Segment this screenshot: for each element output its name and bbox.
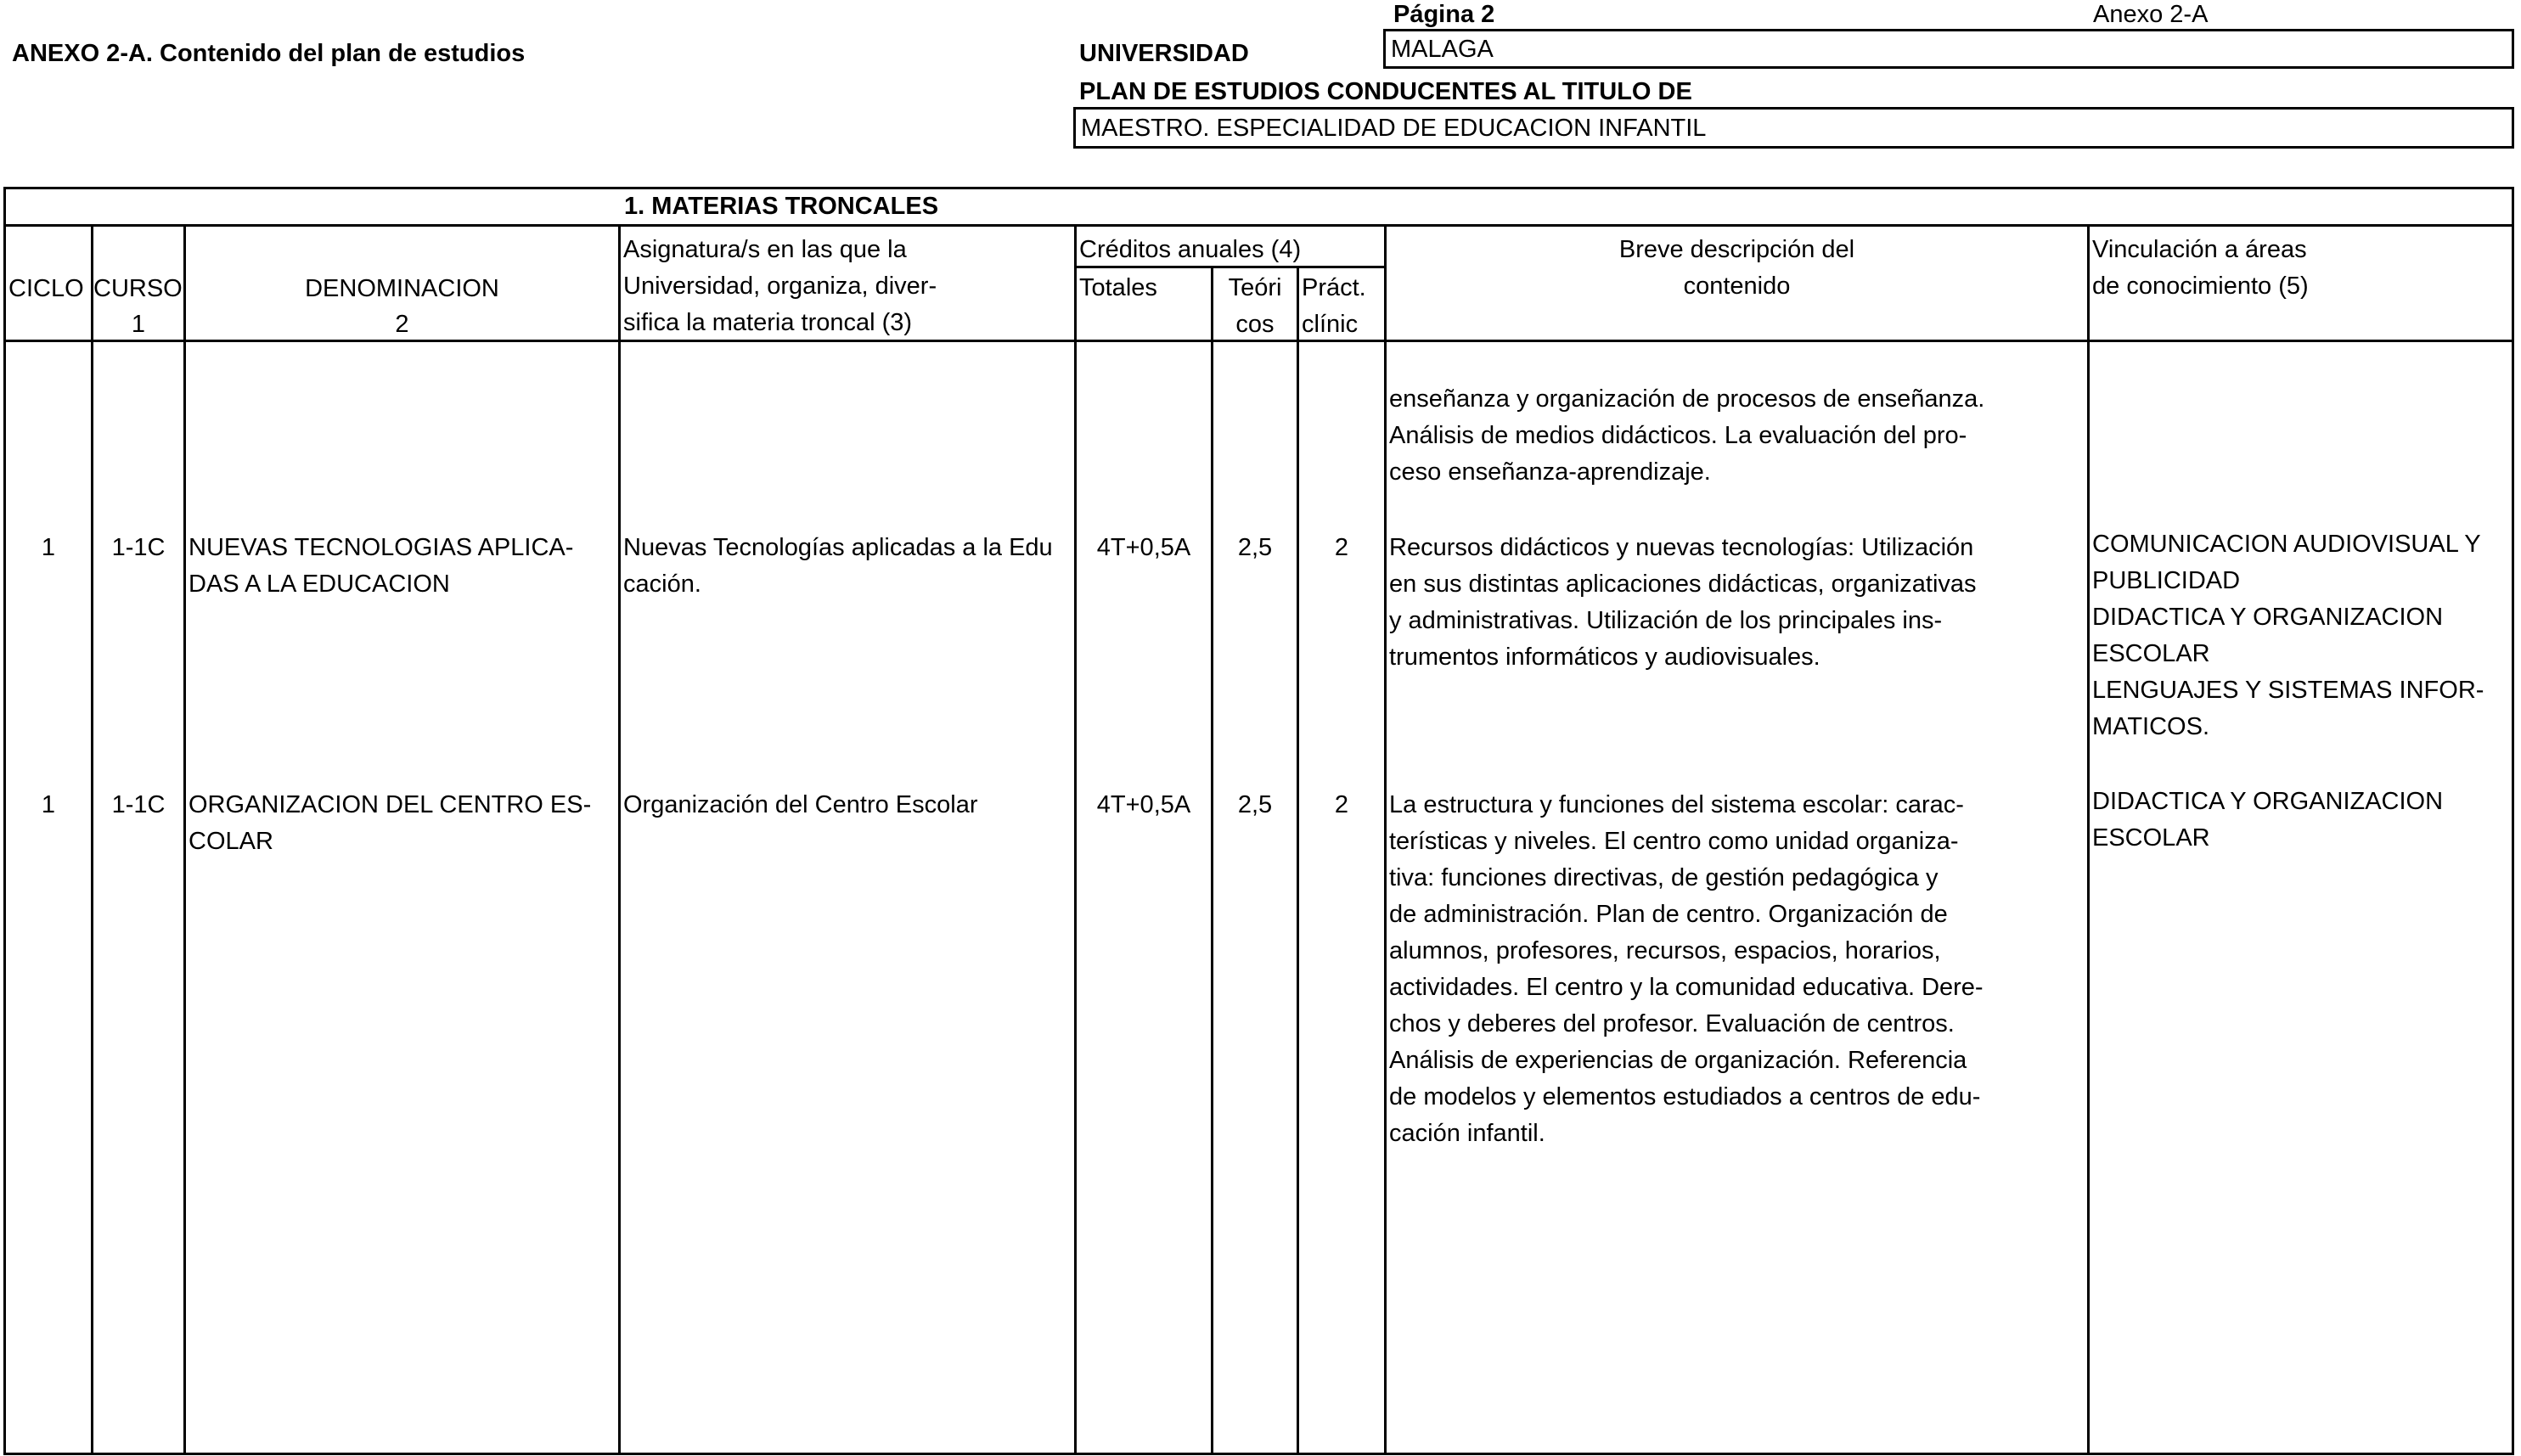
- col-divider-6: [1297, 266, 1299, 1455]
- header-curso-note: 1: [131, 311, 146, 338]
- row-ciclo: 1: [41, 791, 56, 818]
- col-divider-4: [1074, 224, 1077, 1455]
- row-asignatura: Organización del Centro Escolar: [623, 791, 978, 818]
- row-descripcion: Recursos didácticos y nuevas tecnologías: Utilización en sus distintas aplicaciones didácticas, organizativas y administrativas. Utilización de los principales ins- trumentos informáticos y audiovisuales.: [1389, 534, 1977, 671]
- row-curso: 1-1C: [111, 534, 166, 561]
- university-label: UNIVERSIDAD: [1079, 40, 1249, 67]
- document-title: ANEXO 2-A. Contenido del plan de estudios: [12, 40, 526, 67]
- header-creditos: Créditos anuales (4): [1079, 236, 1302, 263]
- row-vinculacion: COMUNICACION AUDIOVISUAL Y PUBLICIDAD DIDACTICA Y ORGANIZACION ESCOLAR LENGUAJES Y SISTEMAS INFOR- MATICOS.: [2092, 531, 2484, 740]
- header-denominacion: DENOMINACION: [305, 275, 499, 302]
- page-number: Página 2: [1393, 1, 1495, 28]
- header-curso: CURSO: [93, 275, 183, 302]
- row-totales: 4T+0,5A: [1096, 791, 1191, 818]
- row-asignatura: Nuevas Tecnologías aplicadas a la Edu cación.: [623, 534, 1053, 598]
- header-asignatura: Asignatura/s en las que la Universidad, organiza, diver- sifica la materia troncal (3): [623, 236, 937, 336]
- university-field: [1383, 29, 2514, 69]
- header-vinculacion: Vinculación a áreas de conocimiento (5): [2092, 236, 2309, 300]
- section-title: 1. MATERIAS TRONCALES: [624, 193, 939, 220]
- row-practicos: 2: [1334, 791, 1349, 818]
- header-descripcion: Breve descripción del contenido: [1618, 236, 1855, 300]
- col-divider-8: [2087, 224, 2090, 1455]
- row-teoricos: 2,5: [1237, 534, 1273, 561]
- col-divider-3: [618, 224, 621, 1455]
- row-denominacion: NUEVAS TECNOLOGIAS APLICA- DAS A LA EDUCACION: [189, 534, 574, 598]
- row-teoricos: 2,5: [1237, 791, 1273, 818]
- col-divider-7: [1384, 224, 1387, 1455]
- header-totales: Totales: [1079, 274, 1157, 301]
- header-teoricos: Teóri cos: [1228, 274, 1282, 338]
- plan-label: PLAN DE ESTUDIOS CONDUCENTES AL TITULO DE: [1079, 78, 1692, 105]
- col-divider-2: [183, 224, 186, 1455]
- row-denominacion: ORGANIZACION DEL CENTRO ES- COLAR: [189, 791, 592, 855]
- row-vinculacion: DIDACTICA Y ORGANIZACION ESCOLAR: [2092, 788, 2444, 852]
- row-descripcion: La estructura y funciones del sistema escolar: carac- terísticas y niveles. El centro como unidad organiza- tiva: funciones directivas, de gestión pedagógica y de administración. Plan de centro. Organización de alumnos, profesores, recursos, espacios, horarios, actividades. El centro y la comunidad educativa. Dere- chos y deberes del profesor. Evaluación de centros. Análisis de experiencias de organización. Referencia de modelos y elementos estudiados a centros de edu- cación infantil.: [1389, 791, 1984, 1147]
- header-denominacion-note: 2: [395, 311, 409, 338]
- university-value: MALAGA: [1391, 36, 1494, 63]
- col-divider-5: [1211, 266, 1213, 1455]
- row-curso: 1-1C: [111, 791, 166, 818]
- section-title-divider: [3, 224, 2514, 227]
- plan-field: [1073, 107, 2514, 149]
- col-divider-1: [91, 224, 93, 1455]
- plan-value: MAESTRO. ESPECIALIDAD DE EDUCACION INFANTIL: [1081, 115, 1707, 142]
- row-practicos: 2: [1334, 534, 1349, 561]
- header-ciclo: CICLO: [8, 275, 84, 302]
- description-continuation: enseñanza y organización de procesos de enseñanza. Análisis de medios didácticos. La evaluación del pro- ceso enseñanza-aprendizaje.: [1389, 385, 1985, 486]
- header-practicos: Práct. clínic: [1302, 274, 1366, 338]
- annex-label: Anexo 2-A: [2093, 1, 2209, 28]
- row-ciclo: 1: [41, 534, 56, 561]
- row-totales: 4T+0,5A: [1096, 534, 1191, 561]
